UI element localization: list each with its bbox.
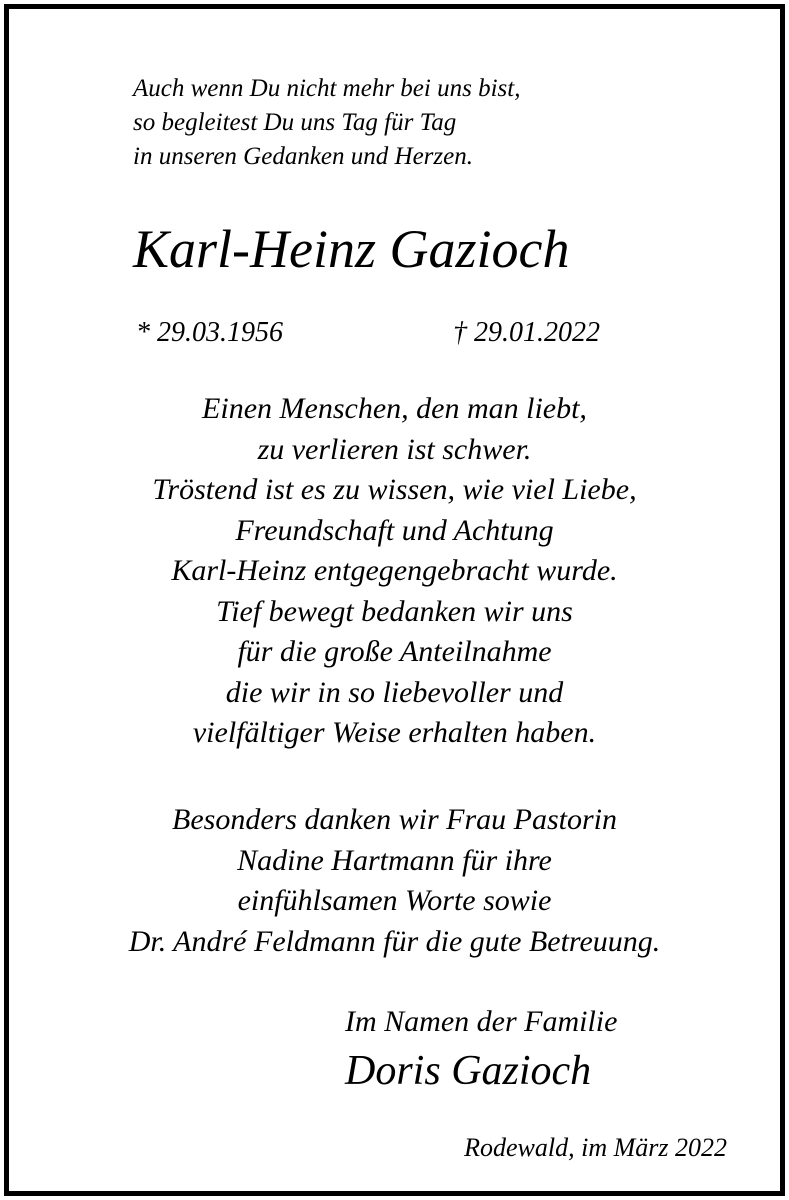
- special-thanks-line: Dr. André Feldmann für die gute Betreuung.: [128, 924, 661, 958]
- special-thanks: [0, 800, 789, 962]
- thanks-line: Karl-Heinz entgegengebracht wurde.: [171, 554, 618, 587]
- place-date: Rodewald, im März 2022: [464, 1133, 727, 1162]
- signer-name: Doris Gazioch: [345, 1048, 592, 1094]
- thanks-line: für die große Anteilnahme: [237, 635, 552, 668]
- special-thanks-line: Nadine Hartmann für ihre: [237, 843, 552, 877]
- thanks-line: Freundschaft und Achtung: [235, 513, 554, 547]
- thanks-line: vielfältiger Weise erhalten haben.: [192, 716, 597, 749]
- special-thanks-line: einfühlsamen Worte sowie: [237, 884, 552, 917]
- thanks-text: [0, 389, 789, 754]
- thanks-line: Einen Menschen, den man liebt,: [202, 392, 587, 425]
- birth-date: * 29.03.1956: [136, 317, 283, 348]
- death-date: † 29.01.2022: [453, 317, 600, 348]
- thanks-line: Tief bewegt bedanken wir uns: [216, 594, 573, 628]
- motto-line: in unseren Gedanken und Herzen.: [133, 143, 473, 170]
- thanks-line: die wir in so liebevoller und: [225, 675, 564, 709]
- motto-line: Auch wenn Du nicht mehr bei uns bist,: [133, 75, 521, 102]
- family-intro: Im Namen der Familie: [345, 1005, 618, 1038]
- deceased-name: Karl-Heinz Gazioch: [133, 219, 570, 279]
- motto-verse: [133, 72, 520, 174]
- thanks-line: zu verlieren ist schwer.: [257, 432, 532, 466]
- thanks-line: Tröstend ist es zu wissen, wie viel Liebe,: [152, 473, 637, 506]
- motto-line: so begleitest Du uns Tag für Tag: [133, 109, 457, 136]
- special-thanks-line: Besonders danken wir Frau Pastorin: [172, 803, 617, 836]
